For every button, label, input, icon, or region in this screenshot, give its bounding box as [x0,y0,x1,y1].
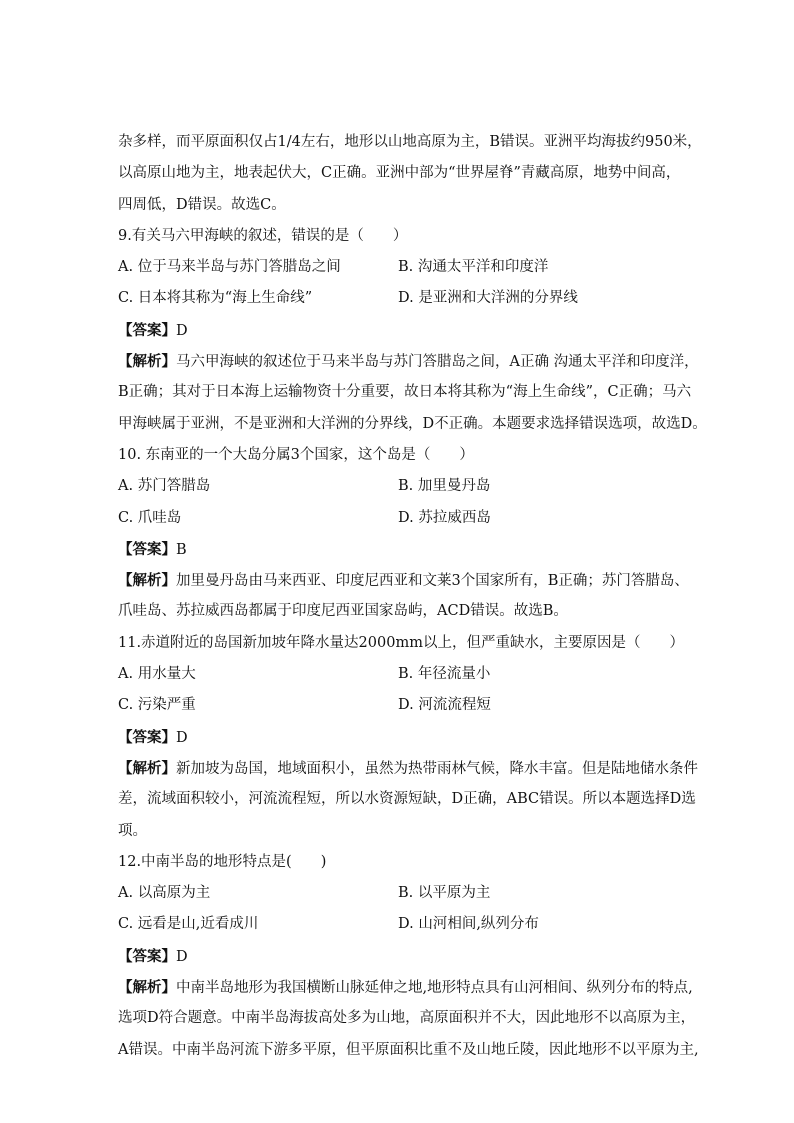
analysis-line-1 [118,972,693,1003]
answer-line [118,315,678,346]
option-row [118,283,678,314]
option-row [118,252,678,283]
option-d: D. 苏拉威西岛 [398,509,491,526]
analysis-line-3: 项。 [118,822,147,839]
analysis-line-3: 甲海峡属于亚洲，不是亚洲和大洋洲的分界线，D不正确。本题要求选择错误选项，故选D。 [118,415,707,432]
question-10 [118,440,689,628]
option-a: A. 以高原为主 [118,885,211,902]
answer-line [118,722,678,753]
option-c: C. 日本将其称为“海上生命线” [118,290,313,307]
analysis-text: 加里曼丹岛由马来西亚、印度尼西亚和文莱3个国家所有，B正确；苏门答腊岛、 [176,573,689,590]
option-a: A. 用水量大 [118,666,196,683]
analysis-text: 中南半岛地形为我国横断山脉延伸之地,地形特点具有山河相间、纵列分布的特点, [176,980,693,997]
analysis-label: 【解析】 [118,353,176,371]
analysis-line-2: 差，流域面积较小，河流流程短，所以水资源短缺，D正确，ABC错误。所以本题选择D选 [118,791,696,808]
option-b: B. 年径流量小 [398,666,491,683]
option-d: D. 是亚洲和大洋洲的分界线 [398,290,578,307]
option-d: D. 河流流程短 [398,697,491,714]
answer-value: D [176,948,188,965]
document-page [118,127,707,1066]
option-b: B. 以平原为主 [398,885,491,902]
answer-label: 【答案】 [118,540,176,558]
question-stem: 12.中南半岛的地形特点是( ) [118,853,327,870]
analysis-label: 【解析】 [118,572,176,590]
continuation-line-3: 四周低，D错误。故选C。 [118,196,286,213]
analysis-line-3: A错误。中南半岛河流下游多平原，但平原面积比重不及山地丘陵，因此地形不以平原为主, [118,1041,699,1058]
answer-value: D [176,729,188,746]
option-b: B. 沟通太平洋和印度洋 [398,259,549,276]
question-stem: 10. 东南亚的一个大岛分属3个国家，这个岛是（ ） [118,446,474,463]
option-row [118,471,678,502]
question-stem: 11.赤道附近的岛国新加坡年降水量达2000mm以上，但严重缺水，主要原因是（ ） [118,634,684,651]
option-d: D. 山河相间,纵列分布 [398,916,539,933]
option-row [118,878,678,909]
continuation-line-2: 以高原山地为主，地表起伏大，C正确。亚洲中部为“世界屋脊”青藏高原，地势中间高， [118,165,681,182]
analysis-line-1 [118,565,689,596]
analysis-line-2: B正确；其对于日本海上运输物资十分重要，故日本将其称为“海上生命线”，C正确；马六 [118,384,692,401]
option-row [118,659,678,690]
question-stem: 9.有关马六甲海峡的叙述，错误的是（ ） [118,227,408,244]
continuation-line-1: 杂多样，而平原面积仅占1/4左右，地形以山地高原为主，B错误。亚洲平均海拔约950米， [118,134,702,150]
option-row [118,503,678,534]
analysis-line-1 [118,753,698,784]
option-c: C. 爪哇岛 [118,509,182,526]
analysis-line-2: 爪哇岛、苏拉威西岛都属于印度尼西亚国家岛屿，ACD错误。故选B。 [118,603,568,620]
analysis-text: 新加坡为岛国，地域面积小，虽然为热带雨林气候，降水丰富。但是陆地储水条件 [176,760,698,777]
answer-label: 【答案】 [118,947,176,965]
question-12 [118,847,699,1066]
answer-label: 【答案】 [118,728,176,746]
option-a: A. 苏门答腊岛 [118,478,211,495]
question-11 [118,628,698,847]
analysis-text: 马六甲海峡的叙述位于马来半岛与苏门答腊岛之间，A正确 沟通太平洋和印度洋， [176,354,699,371]
question-9 [118,221,707,440]
option-c: C. 污染严重 [118,697,196,714]
option-b: B. 加里曼丹岛 [398,478,491,495]
option-row [118,909,678,940]
answer-value: D [176,322,188,339]
answer-value: B [176,541,187,558]
option-c: C. 远看是山,近看成川 [118,916,259,933]
analysis-line-1 [118,346,699,377]
answer-label: 【答案】 [118,321,176,339]
option-a: A. 位于马来半岛与苏门答腊岛之间 [118,259,341,276]
analysis-label: 【解析】 [118,759,176,777]
answer-line [118,941,678,972]
option-row [118,690,678,721]
answer-line [118,534,678,565]
analysis-line-2: 选项D符合题意。中南半岛海拔高处多为山地，高原面积并不大，因此地形不以高原为主， [118,1010,696,1027]
analysis-label: 【解析】 [118,979,176,997]
